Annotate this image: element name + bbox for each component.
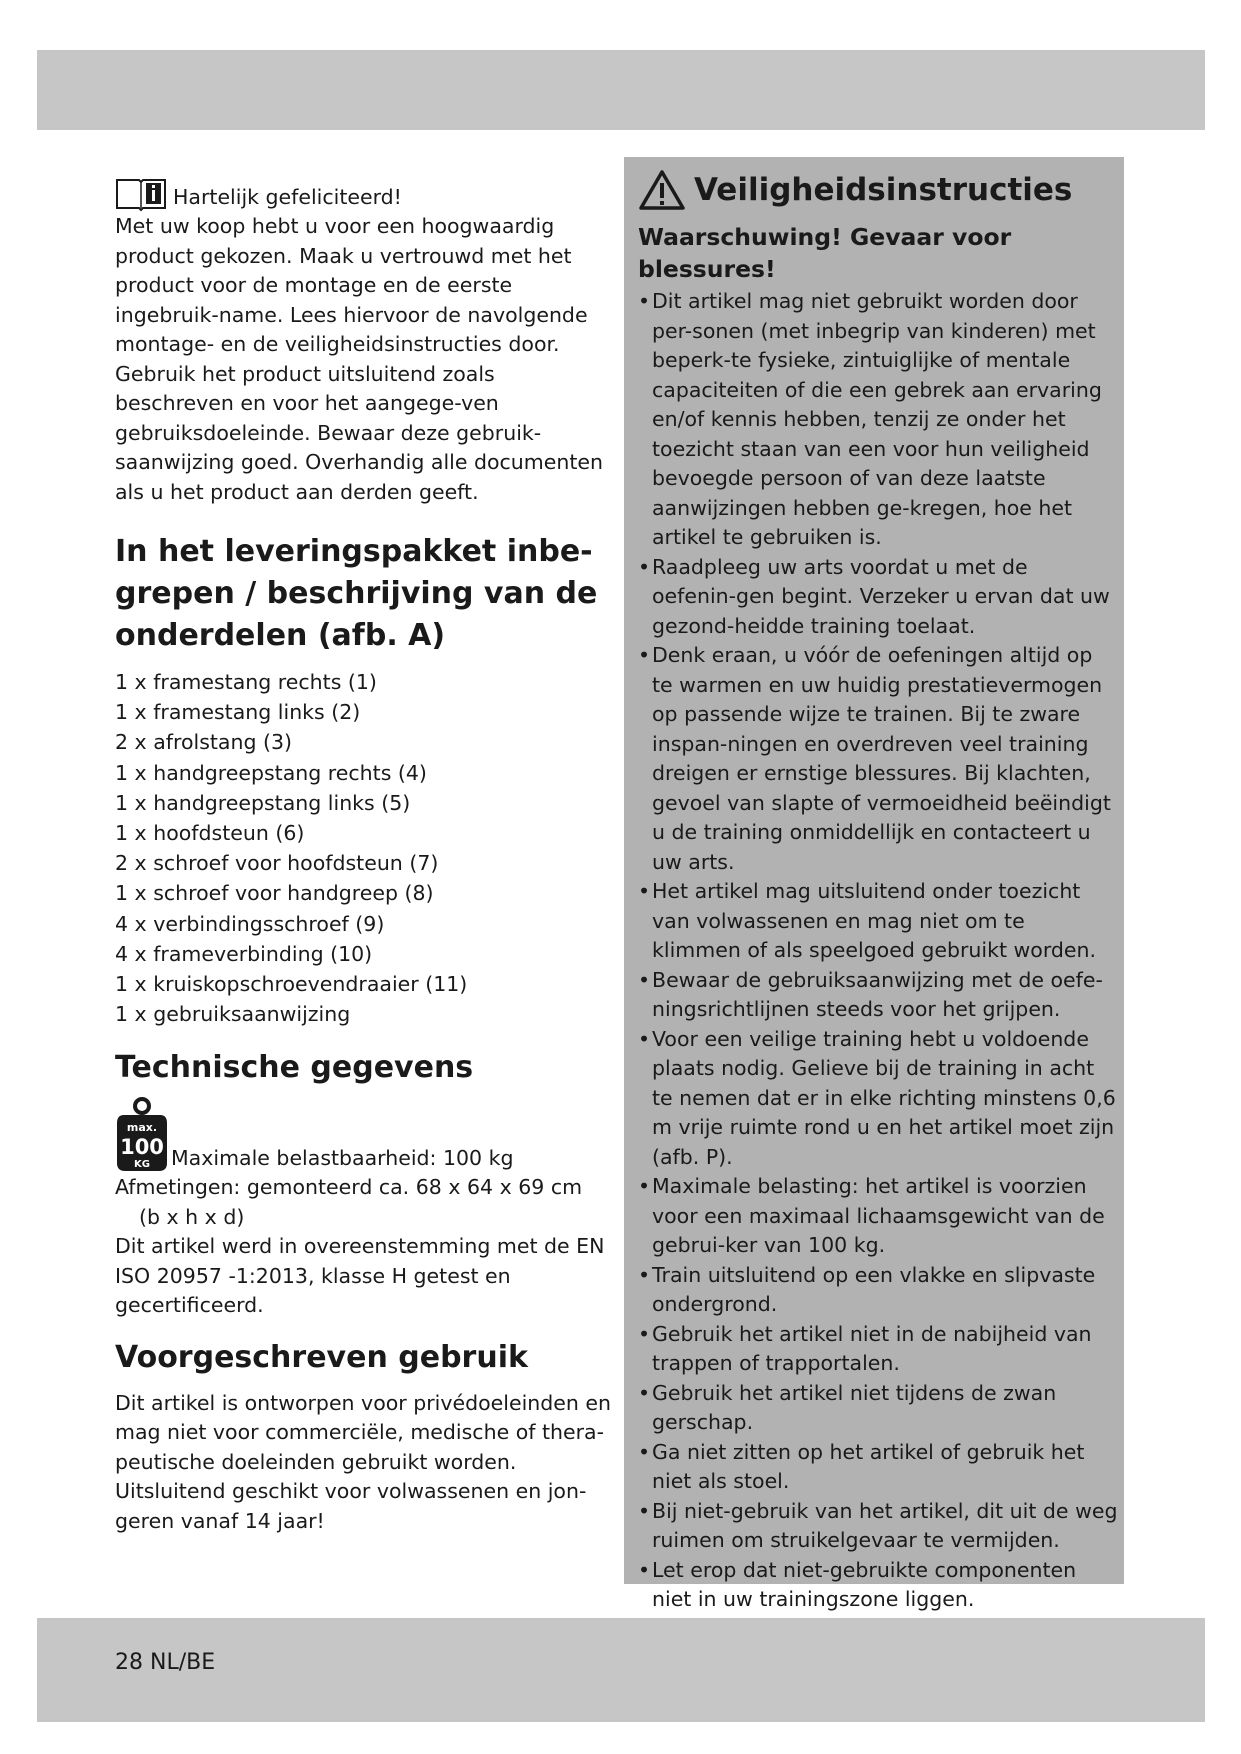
list-item: 1 x handgreepstang rechts (4)	[115, 760, 427, 785]
list-item: • Train uitsluitend op een vlakke en slipvaste ondergrond.	[638, 1261, 1118, 1320]
list-item: • Dit artikel mag niet gebruikt worden door per-sonen (met inbegrip van kinderen) met beperk-te fysieke, zintuiglijke of mentale capaciteiten of die een gebrek aan ervaring en/of kennis hebben, tenzij ze onder het toezicht staan van een voor hun veiligheid bevoegde persoon of van deze laatste aanwijzingen hebben ge-kregen, hoe het artikel te gebruiken is.	[638, 287, 1118, 553]
list-item: 1 x gebruiksaanwijzing	[115, 1002, 351, 1027]
dimensions-text: Afmetingen: gemonteerd ca. 68 x 64 x 69 cm	[115, 1175, 583, 1200]
intended-use-paragraph: Dit artikel is ontworpen voor privédoeleinden en mag niet voor commerciële, medische of thera-peutische doeleinden gebruikt worden. Uitsluitend geschikt voor volwassenen en jon-geren vanaf 14 jaar!	[115, 1390, 612, 1533]
list-item: • Let erop dat niet-gebruikte componenten niet in uw trainingszone liggen.	[638, 1556, 1118, 1615]
list-item: 1 x hoofdsteun (6)	[115, 821, 305, 846]
list-item: • Voor een veilige training hebt u voldoende plaats nodig. Gelieve bij de training in acht te nemen dat er in elke richting minstens 0,6 m vrije ruimte rond u en het artikel moet zijn (afb. P).	[638, 1025, 1118, 1173]
weight-icon-value: 100	[120, 1135, 164, 1160]
list-item: 1 x kruiskopschroevendraaier (11)	[115, 972, 468, 997]
max-load-line	[115, 1097, 615, 1173]
list-item: 2 x schroef voor hoofdsteun (7)	[115, 851, 439, 876]
footer-band	[37, 1618, 1205, 1722]
list-item: 1 x handgreepstang links (5)	[115, 790, 411, 815]
technical-heading: Technische gegevens	[115, 1050, 474, 1086]
list-item: • Bij niet-gebruik van het artikel, dit uit de weg ruimen om struikelgevaar te vermijden.	[638, 1497, 1118, 1556]
warning-triangle-icon	[638, 169, 686, 211]
list-item: 1 x framestang links (2)	[115, 700, 361, 725]
intro-heading: Hartelijk gefeliciteerd!	[173, 184, 402, 209]
intended-use-heading: Voorgeschreven gebruik	[115, 1339, 528, 1375]
header-band	[37, 50, 1205, 130]
list-item: • Maximale belasting: het artikel is voorzien voor een maximaal lichaamsgewicht van de gebrui-ker van 100 kg.	[638, 1172, 1118, 1261]
warning-subtitle: Waarschuwing! Gevaar voor blessures!	[638, 223, 1012, 283]
safety-title: Veiligheidsinstructies	[694, 172, 1073, 208]
list-item: 4 x frameverbinding (10)	[115, 941, 373, 966]
certification-text: Dit artikel werd in overeenstemming met de EN ISO 20957 -1:2013, klasse H getest en gecertificeerd.	[115, 1234, 605, 1318]
weight-icon-unit: KG	[134, 1159, 150, 1171]
safety-list	[638, 287, 1118, 1615]
list-item: 1 x schroef voor handgreep (8)	[115, 881, 434, 906]
list-item: • Bewaar de gebruiksaanwijzing met de oefe-ningsrichtlijnen steeds voor het grijpen.	[638, 966, 1118, 1025]
list-item: • Gebruik het artikel niet in de nabijheid van trappen of trapportalen.	[638, 1320, 1118, 1379]
list-item: • Gebruik het artikel niet tijdens de zwan gerschap.	[638, 1379, 1118, 1438]
intro-paragraph: Met uw koop hebt u voor een hoogwaardig product gekozen. Maak u vertrouwd met het product voor de montage en de eerste ingebruik-name. Lees hiervoor de navolgende montage- en de veiligheidsinstructies door. Gebruik het product uitsluitend zoals beschreven en voor het aangege-ven gebruiksdoeleinde. Bewaar deze gebruik-saanwijzing goed. Overhandig alle documenten als u het product aan derden geeft.	[115, 214, 603, 504]
list-item: 4 x verbindingsschroef (9)	[115, 911, 385, 936]
delivery-heading: In het leveringspakket inbe-grepen / beschrijving van de onderdelen (afb. A)	[115, 534, 598, 653]
list-item: • Ga niet zitten op het artikel of gebruik het niet als stoel.	[638, 1438, 1118, 1497]
list-item: 2 x afrolstang (3)	[115, 730, 293, 755]
weight-icon-top: max.	[126, 1121, 158, 1135]
parts-list	[115, 667, 615, 1029]
left-column	[115, 176, 615, 1536]
info-book-icon	[115, 176, 167, 212]
list-item: • Raadpleeg uw arts voordat u met de oefenin-gen begint. Verzeker u ervan dat uw gezond-heidde training toelaat.	[638, 553, 1118, 642]
safety-box	[624, 157, 1124, 1611]
intro-heading-line	[115, 176, 615, 212]
safety-title-line	[638, 169, 1118, 211]
list-item: • Het artikel mag uitsluitend onder toezicht van volwassenen en mag niet om te klimmen of als speelgoed gebruikt worden.	[638, 877, 1118, 966]
list-item: • Denk eraan, u vóór de oefeningen altijd op te warmen en uw huidig prestatievermogen op passende wijze te trainen. Bij te zware inspan-ningen en overdreven veel training dreigen er ernstige blessures. Bij klachten, gevoel van slapte of vermoeidheid beëindigt u de training onmiddellijk en contacteert u uw arts.	[638, 641, 1118, 877]
weight-icon	[115, 1097, 169, 1173]
page-number: 28 NL/BE	[115, 1650, 216, 1675]
max-load-text: Maximale belastbaarheid: 100 kg	[171, 1145, 514, 1170]
list-item: 1 x framestang rechts (1)	[115, 670, 377, 694]
dimensions-note: (b x h x d)	[139, 1204, 245, 1229]
